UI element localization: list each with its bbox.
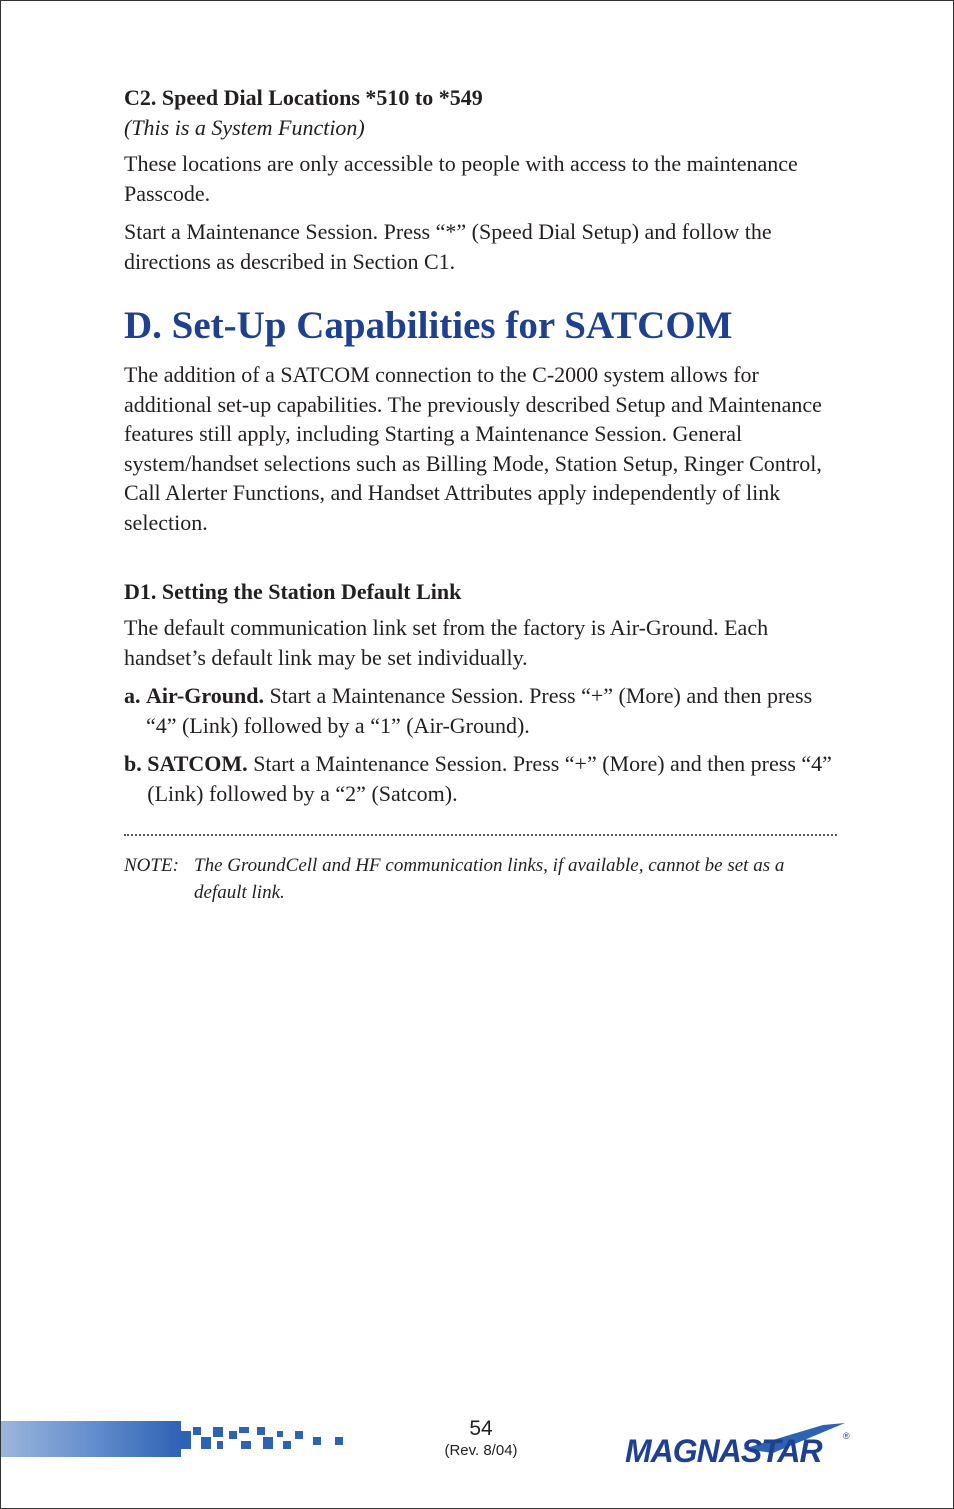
section-c2-title: C2. Speed Dial Locations *510 to *549: [124, 85, 483, 110]
dotted-divider: [124, 834, 837, 838]
list-label: SATCOM.: [147, 751, 248, 776]
list-text: Start a Maintenance Session. Press “+” (More) and then press “4” (Link) followed by a “2” (Satcom).: [147, 751, 832, 806]
footer-pixel-band: [1, 1419, 346, 1461]
list-label: Air-Ground.: [146, 683, 264, 708]
list-marker: b.: [124, 751, 148, 776]
note-label: NOTE:: [124, 855, 179, 876]
list-text: Start a Maintenance Session. Press “+” (More) and then press “4” (Link) followed by a “1” (Air-Ground).: [146, 683, 813, 738]
list-item-air-ground: [124, 681, 839, 740]
page-content: [124, 83, 839, 906]
section-c2-paragraph-1: These locations are only accessible to people with access to the maintenance Passcode.: [124, 151, 798, 206]
note-block: [124, 852, 839, 906]
logo-wordmark: MAGNASTAR: [625, 1433, 822, 1469]
section-d1-title: D1. Setting the Station Default Link: [124, 579, 462, 604]
section-d-heading: D. Set-Up Capabilities for SATCOM: [124, 304, 733, 347]
list-marker: a.: [124, 683, 146, 708]
page-number: 54: [469, 1417, 493, 1440]
section-c2-subtitle: (This is a System Function): [124, 115, 365, 140]
section-d-paragraph: The addition of a SATCOM connection to the C-2000 system allows for additional set-up capabilities. The previously described Setup and Maintenance features still apply, including Starting a Maintenance Session. General system/handset selections such as Billing Mode, Station Setup, Ringer Control, Call Alerter Functions, and Handset Attributes apply independently of link selection.: [124, 362, 822, 535]
list-item-satcom: [124, 749, 839, 808]
section-c2-paragraph-2: Start a Maintenance Session. Press “*” (Speed Dial Setup) and follow the directions as described in Section C1.: [124, 219, 772, 274]
revision-label: (Rev. 8/04): [444, 1442, 518, 1459]
section-d1-paragraph: The default communication link set from the factory is Air-Ground. Each handset’s default link may be set individually.: [124, 615, 769, 670]
magnastar-logo: [623, 1419, 853, 1477]
note-text: The GroundCell and HF communication links, if available, cannot be set as a default link.: [194, 855, 785, 903]
registered-mark: ®: [843, 1431, 850, 1441]
